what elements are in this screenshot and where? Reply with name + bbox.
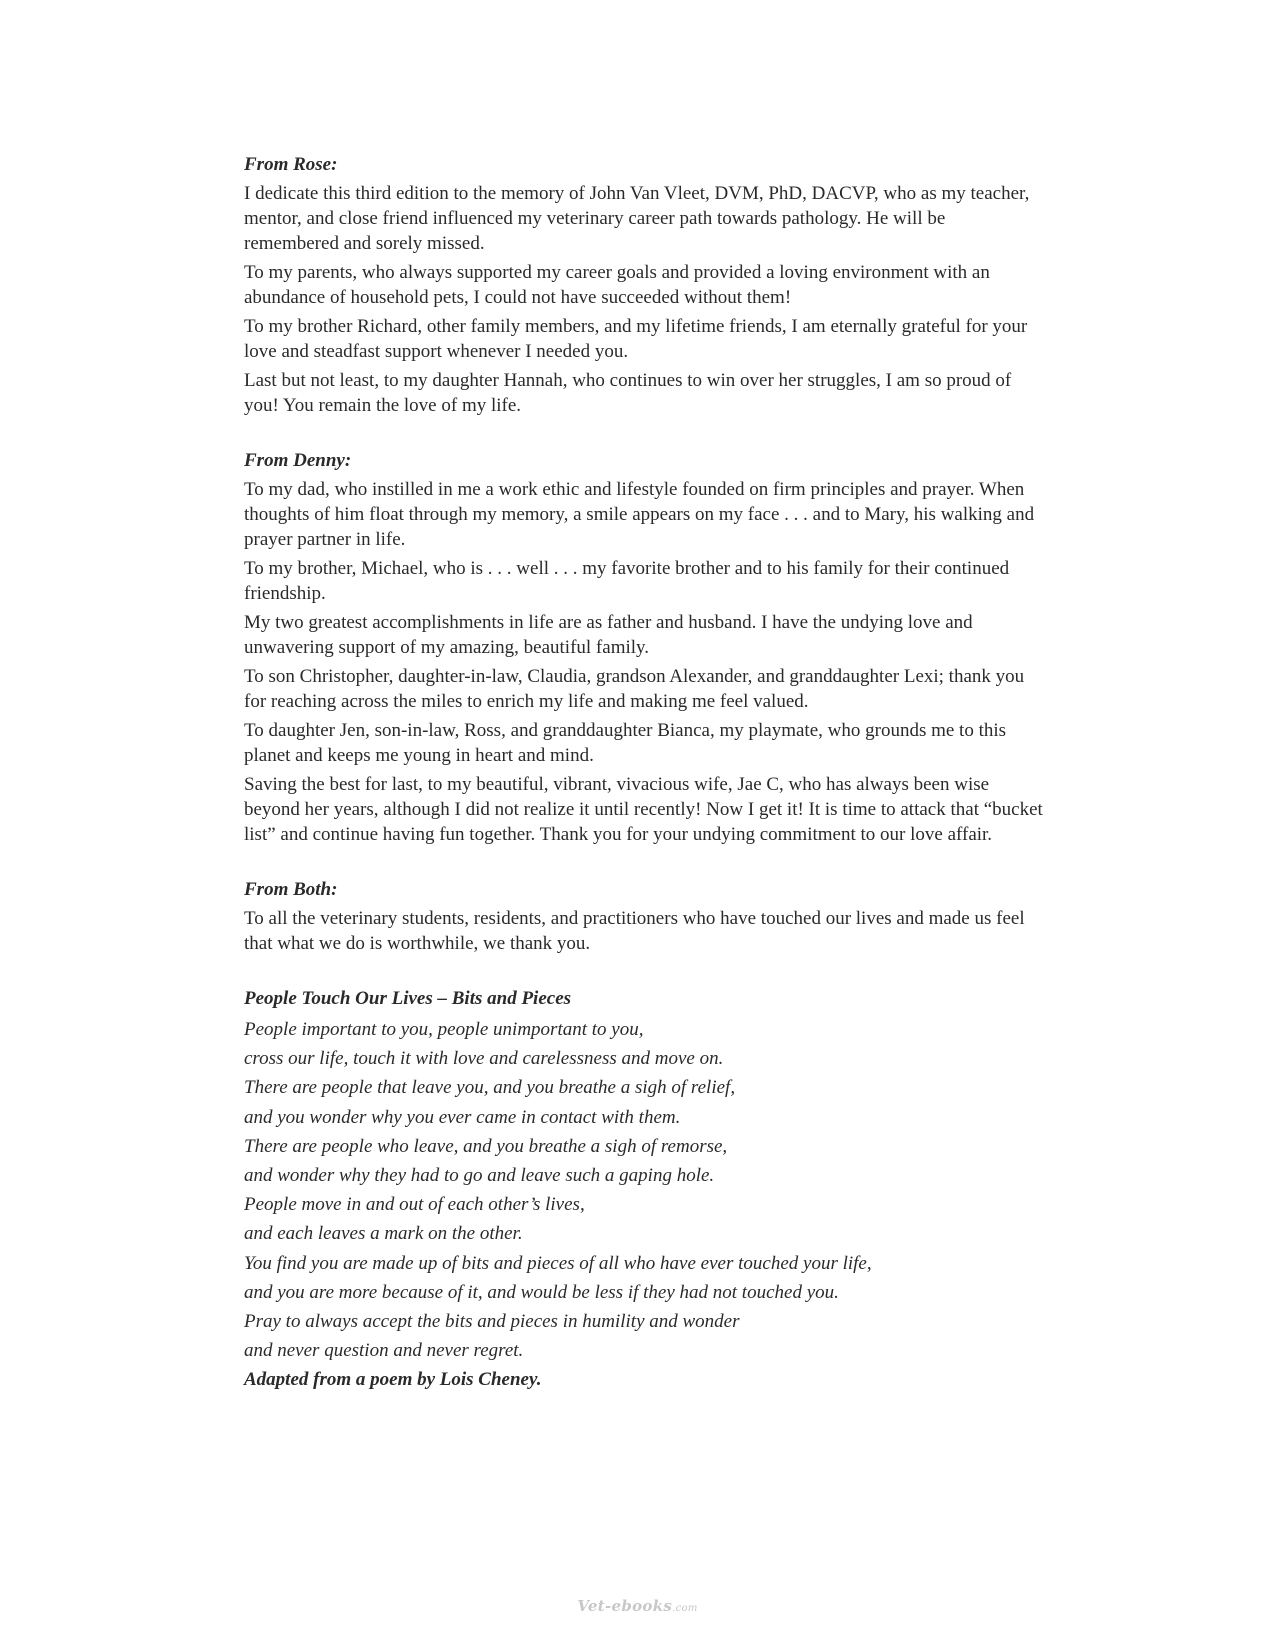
poem-line: cross our life, touch it with love and carelessness and move on. [244, 1048, 724, 1070]
poem-line: and you are more because of it, and would be less if they had not touched you. [244, 1281, 839, 1303]
section-heading: From Both: [244, 879, 338, 900]
paragraph: To all the veterinary students, residents, and practitioners who have touched our lives and made us feel that what we do is worthwhile, we thank you. [244, 908, 1025, 954]
dedication-page [244, 152, 1044, 1395]
paragraph: To my brother Richard, other family members, and my lifetime friends, I am eternally grateful for your love and steadfast support whenever I needed you. [244, 316, 1028, 362]
poem-line: People important to you, people unimportant to you, [244, 1019, 644, 1040]
poem-line: and each leaves a mark on the other. [244, 1223, 523, 1245]
paragraph: To daughter Jen, son-in-law, Ross, and granddaughter Bianca, my playmate, who grounds me to this planet and keeps me young in heart and mind. [244, 720, 1007, 766]
poem-line: and wonder why they had to go and leave such a gaping hole. [244, 1165, 715, 1187]
poem-section [244, 986, 1044, 1395]
paragraph: To son Christopher, daughter-in-law, Claudia, grandson Alexander, and granddaughter Lexi; thank you for reaching across the miles to enrich my life and making me feel valued. [244, 666, 1025, 712]
paragraph: I dedicate this third edition to the memory of John Van Vleet, DVM, PhD, DACVP, who as my teacher, mentor, and close friend influenced my veterinary career path towards pathology. He will be remembered and sorely missed. [244, 183, 1030, 254]
paragraph: My two greatest accomplishments in life are as father and husband. I have the undying love and unwavering support of my amazing, beautiful family. [244, 612, 973, 658]
poem-line: You find you are made up of bits and pieces of all who have ever touched your life, [244, 1252, 872, 1274]
section-from-both [244, 877, 1044, 956]
poem-line: There are people who leave, and you breathe a sigh of remorse, [244, 1135, 728, 1157]
poem-line: and you wonder why you ever came in contact with them. [244, 1106, 681, 1128]
poem-line: There are people that leave you, and you breathe a sigh of relief, [244, 1077, 736, 1099]
watermark-suffix: .com [672, 1603, 698, 1614]
poem-attribution: Adapted from a poem by Lois Cheney. [244, 1369, 542, 1391]
poem-line: Pray to always accept the bits and pieces in humility and wonder [244, 1311, 740, 1333]
paragraph: To my dad, who instilled in me a work ethic and lifestyle founded on firm principles and prayer. When thoughts of him float through my memory, a smile appears on my face . . . and to Mary, his walking and prayer partner in life. [244, 479, 1035, 550]
section-heading: From Rose: [244, 154, 338, 175]
paragraph: Last but not least, to my daughter Hannah, who continues to win over her struggles, I am so proud of you! You remain the love of my life. [244, 370, 1012, 416]
section-heading: From Denny: [244, 450, 352, 471]
poem-title: People Touch Our Lives – Bits and Pieces [244, 988, 572, 1009]
poem-line: and never question and never regret. [244, 1340, 524, 1362]
paragraph: To my parents, who always supported my career goals and provided a loving environment with an abundance of household pets, I could not have succeeded without them! [244, 262, 990, 308]
section-from-rose [244, 152, 1044, 418]
poem-line: People move in and out of each other’s lives, [244, 1194, 585, 1216]
section-from-denny [244, 448, 1044, 847]
watermark-text: Vet-ebooks [577, 1597, 673, 1615]
paragraph: Saving the best for last, to my beautiful, vibrant, vivacious wife, Jae C, who has always been wise beyond her years, although I did not realize it until recently! Now I get it! It is time to attack that “bucket list” and continue having fun together. Thank you for your undying commitment to our love affair. [244, 774, 1043, 845]
paragraph: To my brother, Michael, who is . . . well . . . my favorite brother and to his family for their continued friendship. [244, 558, 1010, 604]
watermark-logo [0, 1597, 1275, 1615]
